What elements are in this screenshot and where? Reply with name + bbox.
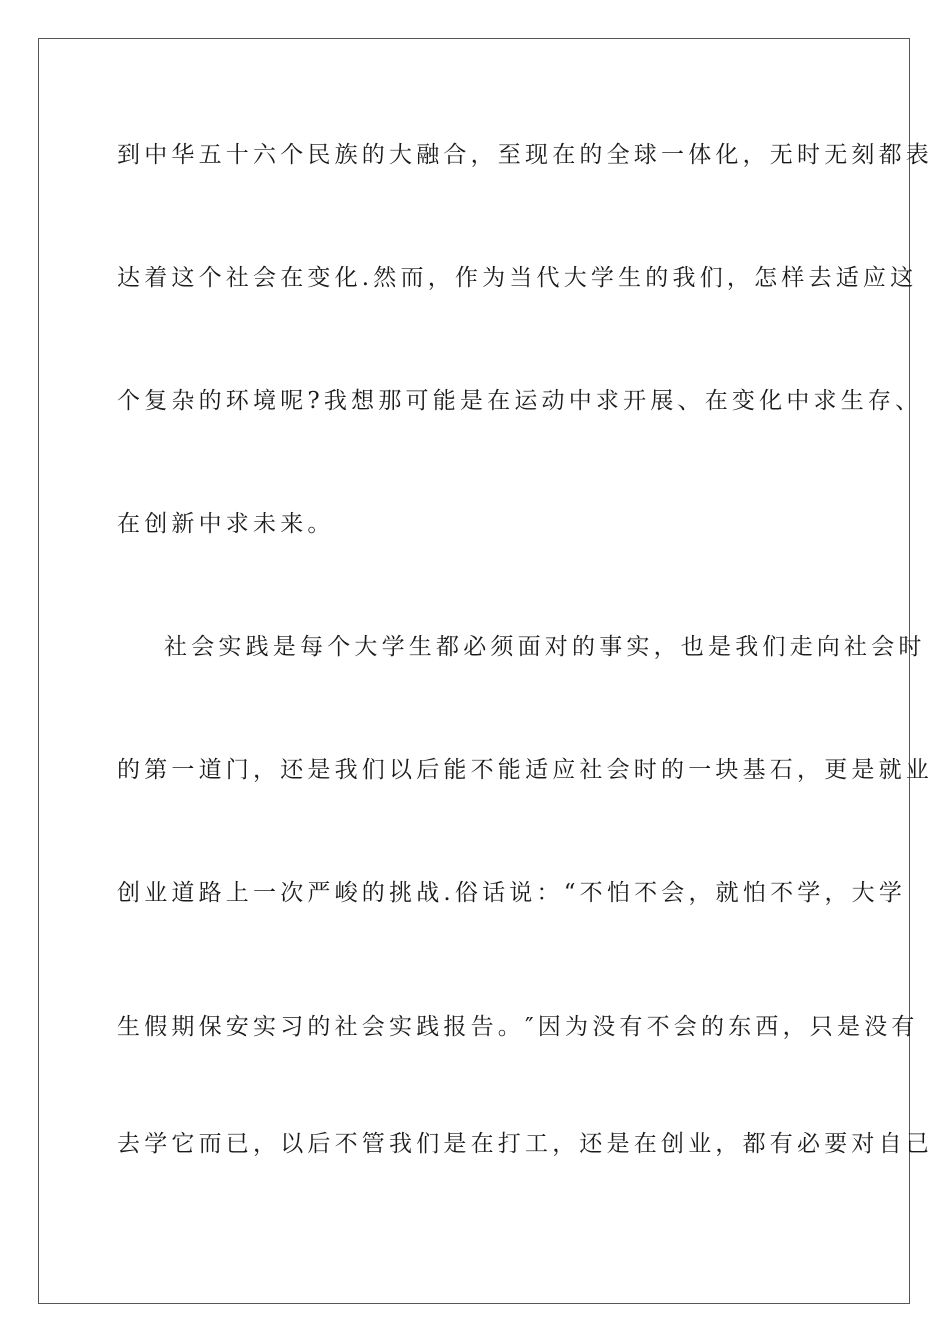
paragraph-2-line-2: 的第一道门，还是我们以后能不能适应社会时的一块基石，更是就业 (117, 757, 933, 783)
paragraph-1-line-3: 个复杂的环境呢?我想那可能是在运动中求开展、在变化中求生存、 (117, 388, 923, 414)
paragraph-1-line-4: 在创新中求未来。 (117, 511, 335, 537)
paragraph-1-line-2: 达着这个社会在变化.然而，作为当代大学生的我们，怎样去适应这 (117, 265, 918, 291)
page-border (38, 38, 933, 1304)
paragraph-2-line-3: 创业道路上一次严峻的挑战.俗话说：“不怕不会，就怕不学，大学 (117, 880, 907, 906)
paragraph-2-line-5: 去学它而已，以后不管我们是在打工，还是在创业，都有必要对自己 (117, 1131, 933, 1157)
paragraph-1-line-1: 到中华五十六个民族的大融合，至现在的全球一体化，无时无刻都表 (117, 142, 933, 168)
paragraph-2-line-1: 社会实践是每个大学生都必须面对的事实，也是我们走向社会时 (164, 634, 926, 660)
paragraph-2-line-4: 生假期保安实习的社会实践报告。″因为没有不会的东西，只是没有 (117, 1014, 919, 1040)
